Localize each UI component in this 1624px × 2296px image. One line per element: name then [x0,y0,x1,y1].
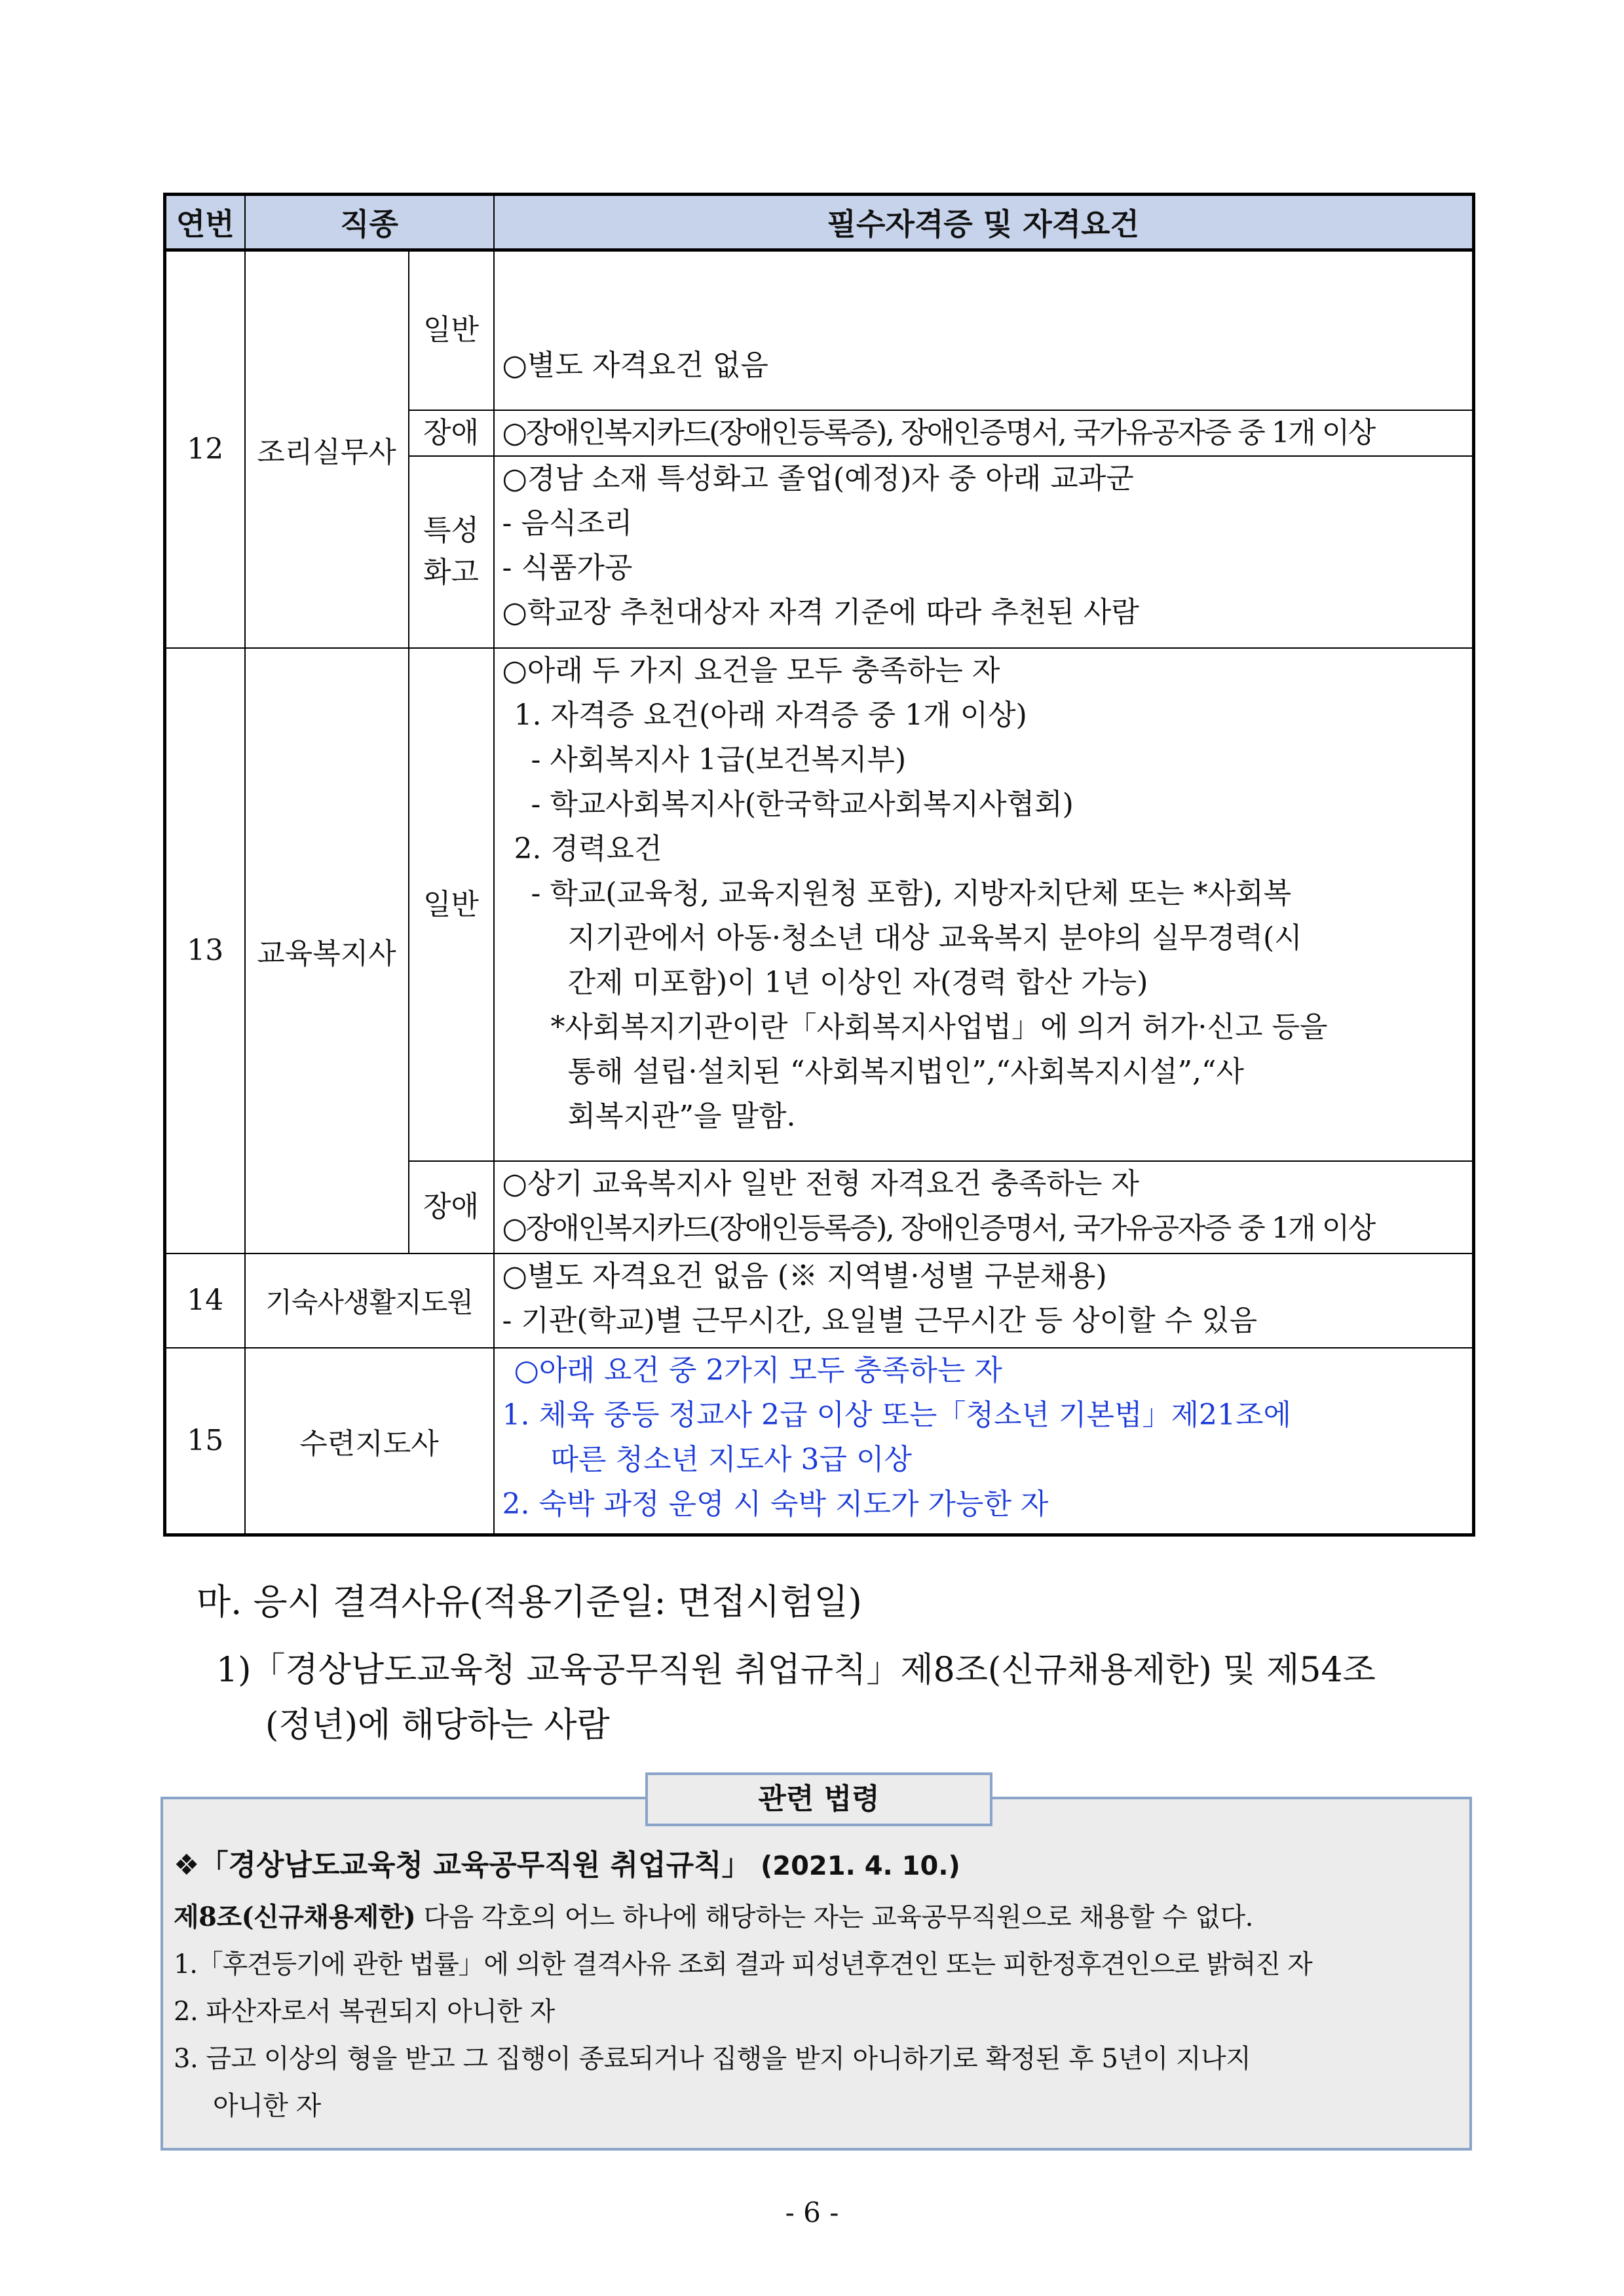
related-law-title: 관련 법령 [645,1772,992,1826]
table-row [165,648,1474,1162]
requirements-cell [494,1253,1474,1348]
law-article-text: 다음 각호의 어느 하나에 해당하는 자는 교육공무직원으로 채용할 수 없다. [415,1902,1253,1932]
requirement-line: 통해 설립·설치된 “사회복지법인”,“사회복지시설”,“사 [567,1054,1244,1088]
requirement-line: ○학교장 추천대상자 자격 기준에 따라 추천된 사람 [502,596,1139,630]
type-disabled: 장애 [409,1161,494,1253]
job-name: 기숙사생활지도원 [245,1253,494,1348]
requirement-line: 2. 경력요건 [514,832,662,866]
row-number: 13 [165,648,245,1253]
law-article-label: 제8조(신규채용제한) [174,1902,416,1932]
requirement-line: ○장애인복지카드(장애인등록증), 장애인증명서, 국가유공자증 중 1개 이상 [502,1212,1374,1246]
requirement-line: ○별도 자격요건 없음 [502,349,768,382]
requirements-cell [494,648,1474,1162]
requirement-line: - 학교사회복지사(한국학교사회복지사협회) [531,787,1074,821]
requirement-line: ○상기 교육복지사 일반 전형 자격요건 충족하는 자 [502,1167,1139,1201]
requirement-line: - 음식조리 [502,507,633,541]
requirement-line: 1. 체육 중등 정교사 2급 이상 또는「청소년 기본법」제21조에 [502,1398,1291,1432]
related-law-content [174,1841,1458,2130]
requirement-line: ○장애인복지카드(장애인등록증), 장애인증명서, 국가유공자증 중 1개 이상 [502,416,1374,450]
requirement-line: 1. 자격증 요건(아래 자격증 중 1개 이상) [514,698,1027,732]
table-header-row [165,195,1474,250]
law-item: 1.「후견등기에 관한 법률」에 의한 결격사유 조회 결과 피성년후견인 또는 피한정후견인으로 밝혀진 자 [174,1949,1312,1980]
table-row [165,1348,1474,1535]
requirement-line: ○경남 소재 특성화고 졸업(예정)자 중 아래 교과군 [502,462,1134,496]
page-number: - 6 - [785,2196,839,2229]
type-specialized-line2: 화고 [423,556,479,590]
requirement-line: - 기관(학교)별 근무시간, 요일별 근무시간 등 상이할 수 있음 [502,1303,1258,1337]
header-job: 직종 [245,195,494,250]
type-specialized [409,456,494,648]
header-requirements: 필수자격증 및 자격요건 [494,195,1474,250]
requirements-cell [494,1348,1474,1535]
type-specialized-line1: 특성 [423,514,479,548]
requirement-line: *사회복지기관이란「사회복지사업법」에 의거 허가·신고 등을 [550,1010,1328,1044]
type-disabled: 장애 [409,410,494,456]
section-item-line2: (정년)에 해당하는 사람 [265,1706,610,1745]
section-item-line1: 1)「경상남도교육청 교육공무직원 취업규칙」제8조(신규채용제한) 및 제54조 [216,1651,1376,1690]
job-name: 교육복지사 [245,648,409,1253]
qualification-table [163,193,1475,1537]
requirement-line: 회복지관”을 말함. [567,1099,796,1133]
requirement-line: - 학교(교육청, 교육지원청 포함), 지방자치단체 또는 *사회복 [531,876,1292,910]
type-general: 일반 [409,250,494,410]
requirement-line: 따른 청소년 지도사 3급 이상 [550,1442,912,1476]
job-name: 조리실무사 [245,250,409,648]
law-article [174,1894,1458,1941]
row-number: 15 [165,1348,245,1535]
requirement-line: ○아래 요건 중 2가지 모두 충족하는 자 [514,1353,1002,1387]
law-date: (2021. 4. 10.) [760,1851,960,1881]
law-name: ❖「경상남도교육청 교육공무직원 취업규칙」 [174,1848,751,1882]
requirements-cell [494,410,1474,456]
requirement-line: 지기관에서 아동·청소년 대상 교육복지 분야의 실무경력(시 [567,921,1302,955]
law-item: 3. 금고 이상의 형을 받고 그 집행이 종료되거나 집행을 받지 아니하기로 확정된 후 5년이 지나지 [174,2044,1251,2074]
section-heading: 마. 응시 결격사유(적용기준일: 면접시험일) [197,1581,862,1622]
table-row [165,1253,1474,1348]
row-number: 14 [165,1253,245,1348]
job-name: 수련지도사 [245,1348,494,1535]
requirement-line: - 사회복지사 1급(보건복지부) [531,742,907,776]
requirements-cell [494,1161,1474,1253]
requirement-line: ○별도 자격요건 없음 (※ 지역별·성별 구분채용) [502,1259,1107,1293]
law-item: 2. 파산자로서 복권되지 아니한 자 [174,1997,555,2027]
requirement-line: ○아래 두 가지 요건을 모두 충족하는 자 [502,653,1000,687]
requirement-line: 2. 숙박 과정 운영 시 숙박 지도가 가능한 자 [502,1487,1049,1521]
requirement-line: - 식품가공 [502,551,633,585]
requirement-line: 간제 미포함)이 1년 이상인 자(경력 합산 가능) [567,965,1148,999]
type-general: 일반 [409,648,494,1162]
law-heading [174,1841,1458,1894]
requirements-cell [494,456,1474,648]
table-row [165,250,1474,410]
requirements-cell [494,250,1474,410]
law-item-continued: 아니한 자 [213,2091,321,2121]
row-number: 12 [165,250,245,648]
header-no: 연번 [165,195,245,250]
